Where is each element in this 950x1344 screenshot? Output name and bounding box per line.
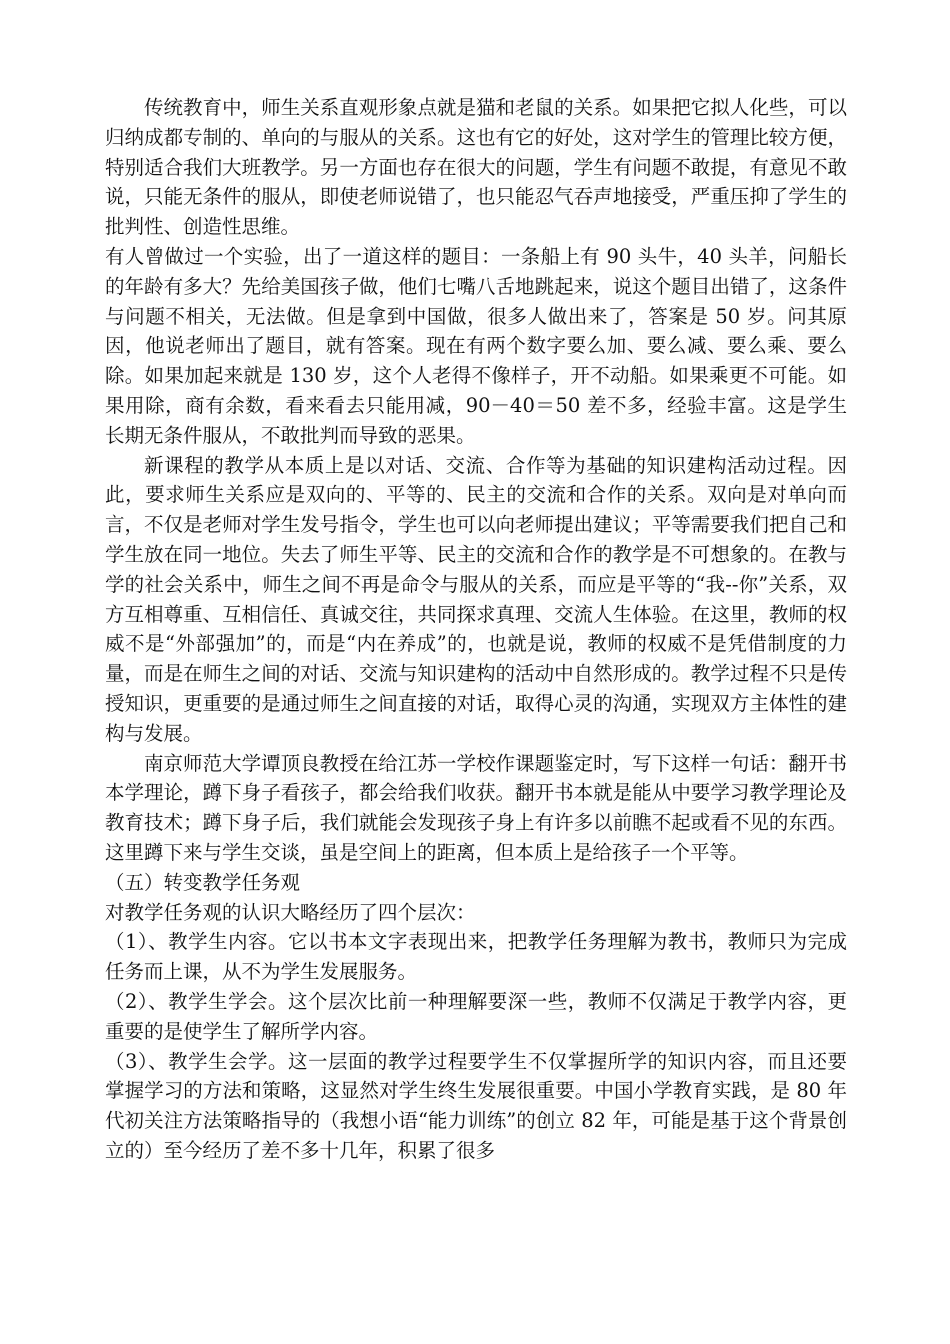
list-item-level-3: （3）、教学生会学。这一层面的教学过程要学生不仅掌握所学的知识内容，而且还要掌握学习的方法和策略，这显然对学生终生发展很重要。中国小学教育实践，是 80 年代初关注方法策略指导的（我想小语“能力训练”的创立 82 年，可能是基于这个背景创立的）至今经历了差不多十几年，积累了很多 bbox=[105, 1049, 847, 1162]
section-heading-teaching-task-view: （五）转变教学任务观 bbox=[105, 870, 301, 894]
paragraph-four-levels-intro: 对教学任务观的认识大略经历了四个层次： bbox=[105, 900, 476, 924]
paragraph-new-curriculum: 新课程的教学从本质上是以对话、交流、合作等为基础的知识建构活动过程。因此，要求师生关系应是双向的、平等的、民主的交流和合作的关系。双向是对单向而言，不仅是老师对学生发号指令，学生也可以向老师提出建议；平等需要我们把自己和学生放在同一地位。失去了师生平等、民主的交流和合作的教学是不可想象的。在教与学的社会关系中，师生之间不再是命令与服从的关系，而应是平等的“我--你”关系，双方互相尊重、互相信任、真诚交往，共同探求真理、交流人生体验。在这里，教师的权威不是“外部强加”的，而是“内在养成”的，也就是说，教师的权威不是凭借制度的力量，而是在师生之间的对话、交流与知识建构的活动中自然形成的。教学过程不只是传授知识，更重要的是通过师生之间直接的对话，取得心灵的沟通，实现双方主体性的建构与发展。 bbox=[105, 453, 847, 745]
list-item-level-2: （2）、教学生学会。这个层次比前一种理解要深一些，教师不仅满足于教学内容，更重要的是使学生了解所学内容。 bbox=[105, 989, 847, 1043]
document-page bbox=[105, 93, 847, 1166]
list-item-level-1: （1）、教学生内容。它以书本文字表现出来，把教学任务理解为教书，教师只为完成任务而上课，从不为学生发展服务。 bbox=[105, 930, 847, 984]
paragraph-professor-quote: 南京师范大学谭顶良教授在给江苏一学校作课题鉴定时，写下这样一句话：翻开书本学理论，蹲下身子看孩子，都会给我们收获。翻开书本就是能从中要学习教学理论及教育技术；蹲下身子后，我们就能会发现孩子身上有许多以前瞧不起或看不见的东西。这里蹲下来与学生交谈，虽是空间上的距离，但本质上是给孩子一个平等。 bbox=[105, 751, 847, 864]
paragraph-captain-age-experiment: 有人曾做过一个实验，出了一道这样的题目：一条船上有 90 头牛，40 头羊，问船长的年龄有多大？先给美国孩子做，他们七嘴八舌地跳起来，说这个题目出错了，这条件与问题不相关，无法做。但是拿到中国做，很多人做出来了，答案是 50 岁。问其原因，他说老师出了题目，就有答案。现在有两个数字要么加、要么减、要么乘、要么除。如果加起来就是 130 岁，这个人老得不像样子，开不动船。如果乘更不可能。如果用除，商有余数，看来看去只能用减，90－40＝50 差不多，经验丰富。这是学生长期无条件服从，不敢批判而导致的恶果。 bbox=[105, 244, 847, 447]
paragraph-teacher-student-relationship: 传统教育中，师生关系直观形象点就是猫和老鼠的关系。如果把它拟人化些，可以归纳成都专制的、单向的与服从的关系。这也有它的好处，这对学生的管理比较方便，特别适合我们大班教学。另一方面也存在很大的问题，学生有问题不敢提，有意见不敢说，只能无条件的服从，即使老师说错了，也只能忍气吞声地接受，严重压抑了学生的批判性、创造性思维。 bbox=[105, 96, 847, 239]
